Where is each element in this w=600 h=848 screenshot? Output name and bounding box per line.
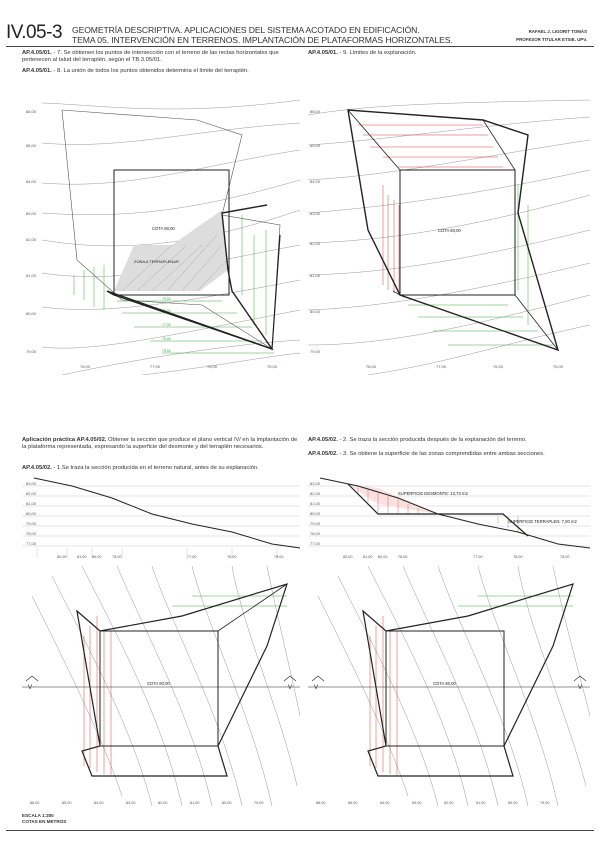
section-y-label: 79,00 xyxy=(310,521,321,526)
section-x-label: 80,00 xyxy=(92,555,102,559)
section-x-label: 77,00 xyxy=(187,555,197,559)
sheet-subtitle: TEMA 05. INTERVENCIÓN EN TERRENOS. IMPLANTACIÓN DE PLATAFORMAS HORIZONTALES. xyxy=(72,35,453,45)
section-y-label: 82,00 xyxy=(310,491,321,496)
contour-label: 85,00 xyxy=(310,143,321,148)
section-y-label: 80,00 xyxy=(310,511,321,516)
x-label: 78,00 xyxy=(366,364,377,369)
green-level: 75,00 xyxy=(162,349,171,353)
note-8-text: - 8. La unión de todos los puntos obtenidos determina el límite del terraplén. xyxy=(51,68,249,74)
note-9-text: - 9. Límites de la explanación. xyxy=(337,50,417,56)
desmonte-label: SUPERFICIE DESMONTE: 13,73 m2 xyxy=(398,491,468,496)
cota-label: COTA 80,00 xyxy=(438,228,461,233)
sheet-title: GEOMETRÍA DESCRIPTIVA. APLICACIONES DEL SISTEMA ACOTADO EN EDIFICACIÓN. xyxy=(72,25,420,35)
scale-label: ESCALA 1:200 xyxy=(22,813,54,818)
platform-rect xyxy=(386,631,504,746)
desmonte-area xyxy=(348,484,438,514)
x-label: 77,00 xyxy=(150,364,161,369)
bottom-label: 81,00 xyxy=(476,801,486,805)
section-x-label: 78,00 xyxy=(112,555,122,559)
practica-ref: Aplicación práctica AP.4.05/02. xyxy=(22,437,107,443)
bottom-label: 84,00 xyxy=(380,801,390,805)
note-p2-ref: AP.4.05/02. xyxy=(308,437,338,443)
v-marker: V xyxy=(288,685,293,691)
sheet-code: IV.05-3 xyxy=(6,22,63,43)
note-7-text: - 7. Se obtienen los puntos de intersección con el terreno de las rectas horizontales que pertenecen al talud del terraplén, según el TB.3.05/01. xyxy=(22,50,279,64)
section-x-label: 77,00 xyxy=(473,555,483,559)
plan-explanacion xyxy=(308,95,590,375)
section-y-label: 83,00 xyxy=(310,481,321,486)
contour-label: 79,00 xyxy=(310,349,321,354)
bottom-label: 85,00 xyxy=(62,801,72,805)
note-7-ref: AP.4.05/01. xyxy=(22,50,52,56)
cota-label: COTA 80,00 xyxy=(147,681,170,686)
platform-rect xyxy=(100,631,218,746)
bottom-label: 80,00 xyxy=(222,801,232,805)
note-p3-text: - 3. Se obtiene la superficie de las zonas comprendidas entre ambas secciones. xyxy=(337,451,545,457)
contour-label: 85,00 xyxy=(26,143,37,148)
contour-label: 80,00 xyxy=(26,311,37,316)
x-label: 75,00 xyxy=(267,364,278,369)
bottom-label: 82,00 xyxy=(444,801,454,805)
green-level: 78,00 xyxy=(162,309,171,313)
bottom-label: 85,00 xyxy=(348,801,358,805)
section-y-label: 81,00 xyxy=(26,501,37,506)
section-y-label: 78,00 xyxy=(26,531,37,536)
section-x-label: 81,00 xyxy=(363,555,373,559)
x-label: 75,00 xyxy=(553,364,564,369)
note-p2 xyxy=(308,437,588,444)
bottom-label: 81,00 xyxy=(190,801,200,805)
note-7 xyxy=(22,50,298,65)
x-label: 76,00 xyxy=(493,364,504,369)
bottom-label: 82,00 xyxy=(158,801,168,805)
bottom-label: 79,00 xyxy=(540,801,550,805)
bottom-label: 79,00 xyxy=(254,801,264,805)
v-marker: V xyxy=(314,685,319,691)
zona-label: ZONA A TERRAPLENAR xyxy=(134,259,179,264)
section-x-label: 75,00 xyxy=(560,555,570,559)
note-9-ref: AP.4.05/01. xyxy=(308,50,338,56)
contour-label: 80,00 xyxy=(310,309,321,314)
author-block xyxy=(516,28,587,44)
bottom-label: 83,00 xyxy=(126,801,136,805)
section-y-label: 79,00 xyxy=(26,521,37,526)
section-y-label: 81,00 xyxy=(310,501,321,506)
note-p3 xyxy=(308,451,588,458)
section-y-label: 77,00 xyxy=(310,541,321,546)
footer-block xyxy=(22,813,66,825)
contour-label: 82,00 xyxy=(26,237,37,242)
section-y-label: 77,00 xyxy=(26,541,37,546)
author-position: PROFESOR TITULAR ETSIE. UPV. xyxy=(516,37,587,42)
bottom-label: 88,00 xyxy=(30,801,40,805)
v-marker: V xyxy=(28,685,33,691)
bottom-label: 83,00 xyxy=(412,801,422,805)
contour-label: 81,00 xyxy=(310,273,321,278)
contour-label: 84,00 xyxy=(310,179,321,184)
units-label: COTAS EN METROS xyxy=(22,819,67,824)
contour-label: 82,00 xyxy=(310,241,321,246)
terraplen-label: SUPERFICIE TERRAPLEN: 7,00 m2 xyxy=(508,519,577,524)
section-x-label: 75,00 xyxy=(274,555,284,559)
green-level: 79,00 xyxy=(162,297,171,301)
section-y-label: 78,00 xyxy=(310,531,321,536)
note-9 xyxy=(308,50,588,57)
practica-note xyxy=(22,437,298,452)
header-rule xyxy=(6,46,594,47)
note-8-ref: AP.4.05/01. xyxy=(22,68,52,74)
practica-text: Obtener la sección que produce el plano vertical /V/ en la implantación de la plataforma representada, expresando la superficie del desmonte y del terraplén necesarios. xyxy=(22,437,298,451)
section-y-label: 80,00 xyxy=(26,511,37,516)
x-label: 76,00 xyxy=(207,364,218,369)
note-p1 xyxy=(22,465,298,472)
x-label: 78,00 xyxy=(80,364,91,369)
cota-label: COTA 80,00 xyxy=(152,226,175,231)
contour-label: 88,00 xyxy=(26,109,37,114)
author-name: RAFAEL J. LIGORIT TOMÁS xyxy=(528,29,587,34)
section-x-label: 78,00 xyxy=(398,555,408,559)
section-x-label: 76,00 xyxy=(513,555,523,559)
terraplen-zone xyxy=(114,210,228,291)
note-p2-text: - 2. Se traza la sección producida después de la explanación del terreno. xyxy=(337,437,527,443)
section-x-label: 76,00 xyxy=(227,555,237,559)
green-level: 77,00 xyxy=(162,323,171,327)
cota-label: COTA 80,00 xyxy=(433,681,456,686)
contour-label: 84,00 xyxy=(26,179,37,184)
bottom-label: 84,00 xyxy=(94,801,104,805)
footer-rule xyxy=(6,830,594,831)
v-marker: V xyxy=(578,685,583,691)
contour-label: 83,00 xyxy=(26,211,37,216)
contour-label: 83,00 xyxy=(310,211,321,216)
section-x-label: 80,00 xyxy=(57,555,67,559)
note-p1-ref: AP.4.05/02. xyxy=(22,465,52,471)
note-p3-ref: AP.4.05/02. xyxy=(308,451,338,457)
section-x-label: 81,00 xyxy=(77,555,87,559)
note-p1-text: - 1.Se traza la sección producida en el terreno natural, antes de su explanación. xyxy=(51,465,259,471)
section-y-label: 83,00 xyxy=(26,481,37,486)
x-label: 77,00 xyxy=(436,364,447,369)
section-y-label: 82,00 xyxy=(26,491,37,496)
section-x-label: 80,00 xyxy=(378,555,388,559)
note-8 xyxy=(22,68,298,75)
bottom-label: 80,00 xyxy=(508,801,518,805)
plan-terraplen xyxy=(22,95,300,375)
contour-label: 79,00 xyxy=(26,349,37,354)
green-level: 76,00 xyxy=(162,337,171,341)
section-x-label: 80,00 xyxy=(343,555,353,559)
contour-label: 81,00 xyxy=(26,273,37,278)
terrain-profile xyxy=(34,478,300,548)
contour-label: 88,00 xyxy=(310,109,321,114)
section-explanacion xyxy=(308,476,590,816)
bottom-label: 88,00 xyxy=(316,801,326,805)
section-natural xyxy=(22,476,300,816)
